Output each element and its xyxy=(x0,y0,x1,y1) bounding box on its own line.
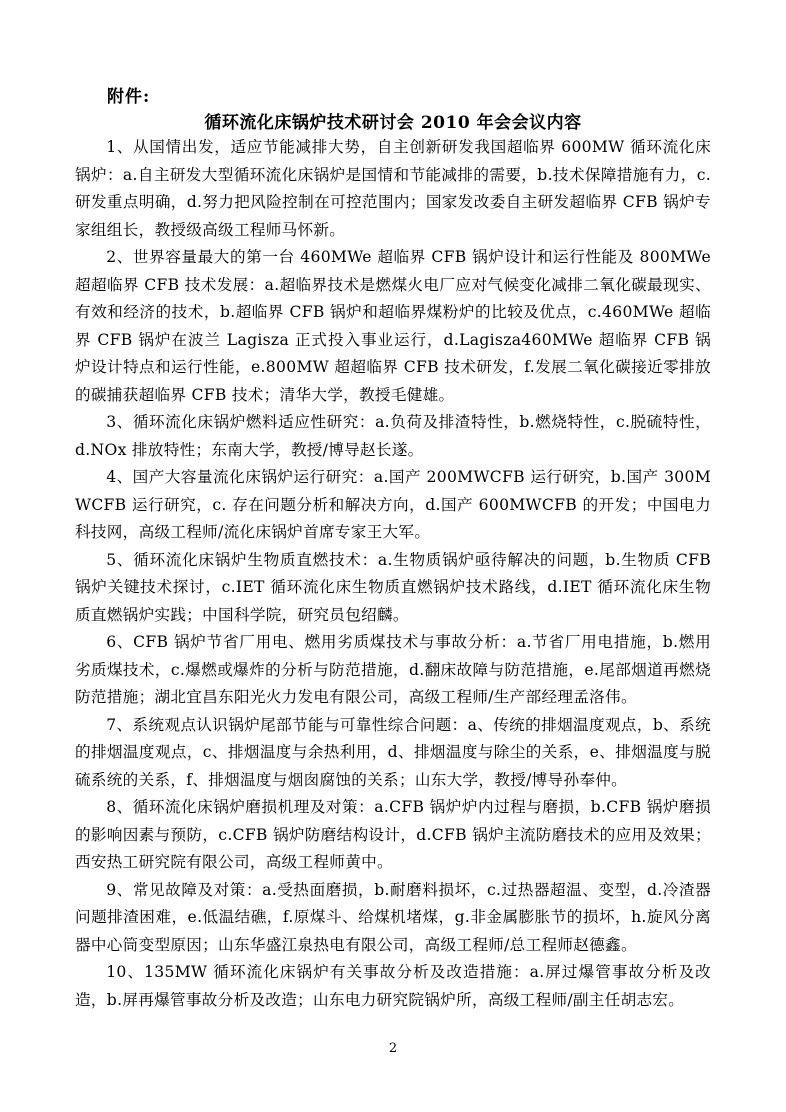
attachment-label: 附件: xyxy=(107,87,151,107)
page-number: 2 xyxy=(388,1041,398,1056)
agenda-item-10: 10、135MW 循环流化床锅炉有关事故分析及改造措施：a.屏过爆管事故分析及改造，b.屏再爆管事故分析及改造；山东电力研究院锅炉所，高级工程师/副主任胡志宏。 xyxy=(75,963,711,1009)
agenda-item-7: 7、系统观点认识锅炉尾部节能与可靠性综合问题：a、传统的排烟温度观点，b、系统的排烟温度观点，c、排烟温度与余热利用，d、排烟温度与除尘的关系，e、排烟温度与脱硫系统的关系，f、排烟温度与烟囱腐蚀的关系；山东大学，教授/博导孙奉仲。 xyxy=(75,715,711,789)
agenda-item-9: 9、常见故障及对策：a.受热面磨损，b.耐磨料损坏，c.过热器超温、变型，d.冷渣器问题排渣困难，e.低温结礁，f.原煤斗、给煤机堵煤，g.非金属膨胀节的损坏，h.旋风分离器中心筒变型原因；山东华盛江泉热电有限公司，高级工程师/总工程师赵德鑫。 xyxy=(75,880,711,954)
agenda-item-6: 6、CFB 锅炉节省厂用电、燃用劣质煤技术与事故分析：a.节省厂用电措施，b.燃用劣质煤技术，c.爆燃或爆炸的分析与防范措施，d.翻床故障与防范措施，e.尾部烟道再燃烧防范措施；湖北宜昌东阳光火力发电有限公司，高级工程师/生产部经理孟洛伟。 xyxy=(75,633,711,706)
agenda-item-1: 1、从国情出发，适应节能减排大势，自主创新研发我国超临界 600MW 循环流化床锅炉：a.自主研发大型循环流化床锅炉是国情和节能减排的需要，b.技术保障措施有力，c.研发重点明确，d.努力把风险控制在可控范围内；国家发改委自主研发超临界 CFB 锅炉专家组组长，教授级高级工程师马怀新。 xyxy=(75,138,711,239)
agenda-item-3: 3、循环流化床锅炉燃料适应性研究：a.负荷及排渣特性，b.燃烧特性，c.脱硫特性，d.NOx 排放特性；东南大学，教授/博导赵长遂。 xyxy=(75,413,711,459)
document-title: 循环流化床锅炉技术研讨会 2010 年会会议内容 xyxy=(204,113,582,133)
agenda-item-4: 4、国产大容量流化床锅炉运行研究：a.国产 200MWCFB 运行研究，b.国产 300MWCFB 运行研究，c. 存在问题分析和解决方向，d.国产 600MWCFB 的开发；中国电力科技网，高级工程师/流化床锅炉首席专家王大军。 xyxy=(75,468,711,541)
agenda-item-5: 5、循环流化床锅炉生物质直燃技术：a.生物质锅炉亟待解决的问题，b.生物质 CFB 锅炉关键技术探讨，c.IET 循环流化床生物质直燃锅炉技术路线，d.IET 循环流化床生物质直燃锅炉实践；中国科学院，研究员包绍麟。 xyxy=(75,550,711,624)
document-body xyxy=(75,134,711,1014)
agenda-item-8: 8、循环流化床锅炉磨损机理及对策：a.CFB 锅炉炉内过程与磨损，b.CFB 锅炉磨损的影响因素与预防，c.CFB 锅炉防磨结构设计，d.CFB 锅炉主流防磨技术的应用及效果；西安热工研究院有限公司，高级工程师黄中。 xyxy=(75,798,711,871)
agenda-item-2: 2、世界容量最大的第一台 460MWe 超临界 CFB 锅炉设计和运行性能及 800MWe 超超临界 CFB 技术发展：a.超临界技术是燃煤火电厂应对气候变化减排二氧化碳最现实、有效和经济的技术，b.超临界 CFB 锅炉和超临界煤粉炉的比较及优点，c.460MWe 超临界 CFB 锅炉在波兰 Lagisza 正式投入事业运行，d.Lagisza460MWe 超临界 CFB 锅炉设计特点和运行性能，e.800MW 超超临界 CFB 技术研发，f.发展二氧化碳接近零排放的碳捕获超临界 CFB 技术；清华大学，教授毛健雄。 xyxy=(75,248,711,404)
